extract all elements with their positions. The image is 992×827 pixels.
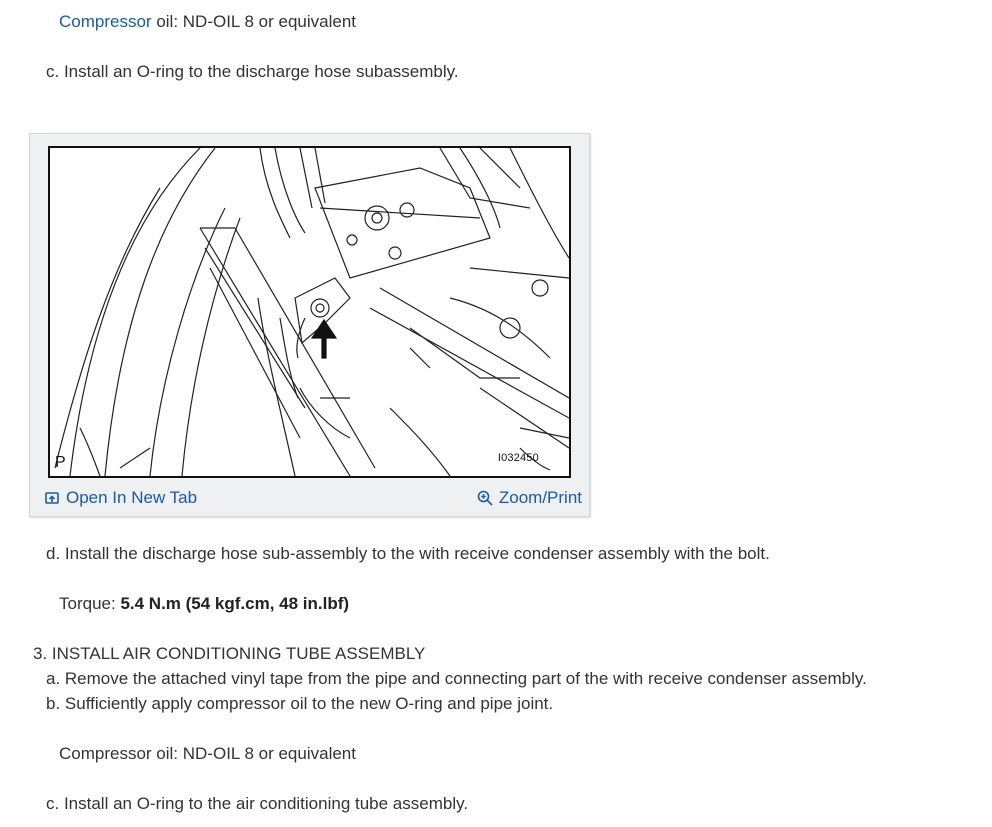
section-3-step-a: a. Remove the attached vinyl tape from the pipe and connecting part of the with receive condenser assembly.	[46, 669, 867, 688]
section-3-step-b: b. Sufficiently apply compressor oil to the new O-ring and pipe joint.	[46, 694, 554, 713]
zoom-icon	[477, 490, 493, 506]
zoom-print-button[interactable]	[477, 488, 582, 508]
step-d: d. Install the discharge hose sub-assembly to the with receive condenser assembly with the bolt.	[46, 544, 770, 563]
torque-spec	[59, 594, 349, 614]
open-new-tab-icon	[44, 490, 60, 506]
torque-label: Torque:	[59, 594, 121, 613]
figure-panel	[29, 133, 590, 517]
compressor-oil-spec	[59, 12, 356, 32]
section-3-oil-spec: Compressor oil: ND-OIL 8 or equivalent	[59, 744, 356, 763]
figure-letter: P	[55, 454, 66, 471]
torque-value: 5.4 N.m (54 kgf.cm, 48 in.lbf)	[120, 594, 350, 613]
diagram-image[interactable]	[48, 146, 571, 478]
section-3-heading: 3. INSTALL AIR CONDITIONING TUBE ASSEMBLY	[33, 644, 426, 663]
zoom-print-label: Zoom/Print	[498, 488, 582, 507]
figure-code: I032450	[497, 452, 539, 464]
open-new-tab-button[interactable]	[44, 488, 197, 508]
figure-actions	[30, 486, 589, 512]
section-3-step-c: c. Install an O-ring to the air conditioning tube assembly.	[46, 794, 469, 813]
open-new-tab-label: Open In New Tab	[66, 488, 198, 507]
compressor-link[interactable]: Compressor	[59, 12, 152, 31]
compressor-oil-text: oil: ND-OIL 8 or equivalent	[151, 12, 357, 31]
step-c-discharge: c. Install an O-ring to the discharge hose subassembly.	[46, 62, 459, 81]
